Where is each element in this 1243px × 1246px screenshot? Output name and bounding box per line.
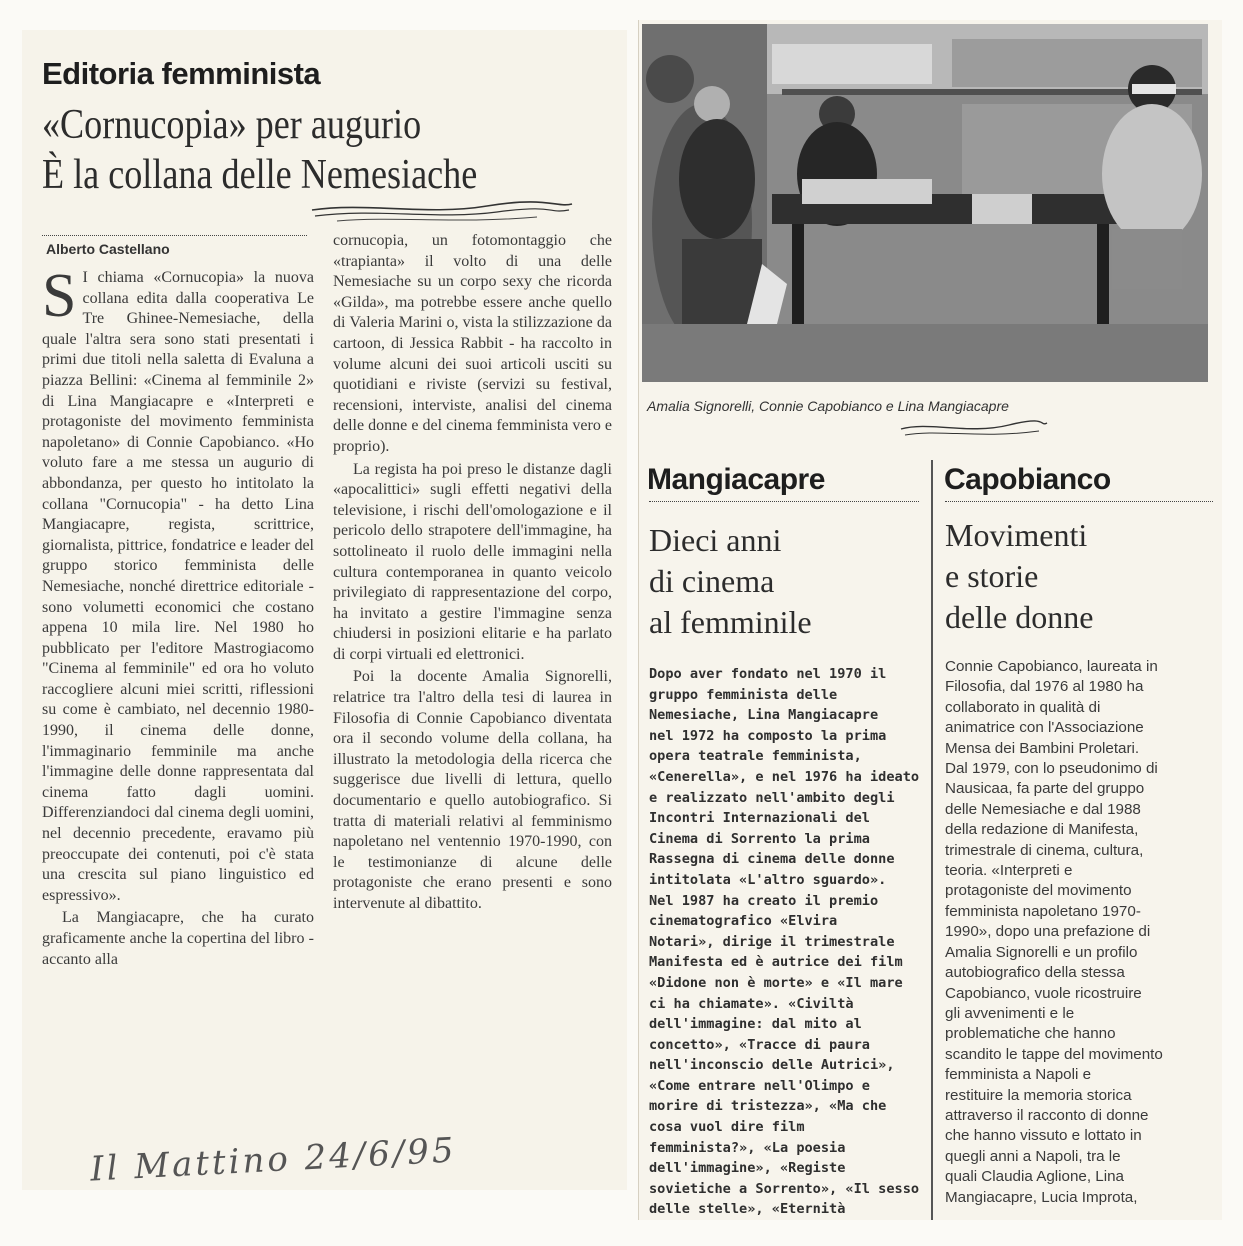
sidebar-title-line: al femminile (649, 604, 812, 640)
photo-caption: Amalia Signorelli, Connie Capobianco e Lina Mangiacapre (647, 398, 1009, 414)
sidebar-text-mangiacapre: Dopo aver fondato nel 1970 il gruppo femminista delle Nemesiache, Lina Mangiacapre nel 1972 ha composto la prima opera teatrale femminista, «Cenerella», e nel 1976 ha ideato e realizzato nell'ambito degli Incontri Internazionali del Cinema di Sorrento la prima Rassegna di cinema delle donne intitolata «L'altro sguardo». Nel 1987 ha creato il premio cinematografico «Elvira Notari», dirige il trimestrale Manifesta ed è autrice dei film «Didone non è morte» e «Il mare ci ha chiamate». «Civiltà dell'immagine: dal mito al concetto», «Tracce di paura nell'inconscio delle Autrici», «Come entrare nell'Olimpo e morire di tristezza», «Ma che cosa vuol dire film femminista?», «La poesia dell'immagine», «Registe sovietiche a Sorrento», «Il sesso delle stelle», «Eternità (649, 666, 920, 1218)
sidebar-title-line: Dieci anni (649, 522, 782, 558)
headline-underline-squiggle (307, 196, 577, 226)
column-divider (931, 460, 933, 1220)
article-paragraph: La Mangiacapre, che ha curato graficamente anche la copertina del libro - accanto alla (42, 909, 314, 968)
byline-rule (42, 235, 307, 236)
sidebar-title-line: Movimenti (945, 517, 1088, 553)
dropcap: S (42, 262, 77, 330)
sidebar-title-line: e storie (945, 558, 1039, 594)
sidebar-rule (649, 501, 919, 502)
article-headline-line1: «Cornucopia» per augurio (42, 102, 422, 148)
sidebar-kicker-capobianco: Capobianco (944, 463, 1111, 496)
handwritten-note: Il Mattino 24/6/95 (89, 1130, 458, 1190)
byline: Alberto Castellano (46, 241, 170, 257)
article-paragraph: La regista ha poi preso le distanze dagli «apocalittici» sugli effetti negativi della televisione, i rischi dell'omologazione e il pericolo dello strapotere dell'immagine, ha sottolineato il ruolo delle immagini nella cultura contemporanea in quanto veicolo privilegiato di rappresentazione del corpo, ha invitato a gestire l'immagine senza chiudersi in posizioni elitarie e ha parlato di corpi virtuali ed elettronici. (333, 460, 612, 663)
article-column-2 (333, 231, 612, 915)
article-paragraph: Poi la docente Amalia Signorelli, relatrice tra l'altro della tesi di laurea in Filosofia di Connie Capobianco diventata ora il secondo volume della collana, ha illustrato la metodologia della ricerca che suggerisce due livelli di lettura, quello documentario e quello autobiografico. Si tratta di materiali relativi al femminismo napoletano nel ventennio 1970-1990, con le testimonianze di alcune delle protagoniste che erano presenti e sono intervenute al dibattito. (333, 668, 612, 912)
article-kicker: Editoria femminista (42, 56, 321, 91)
photo-illustration (642, 24, 1208, 382)
sidebar-rule (945, 501, 1213, 502)
sidebar-text-capobianco: Connie Capobianco, laureata in Filosofia, dal 1976 al 1980 ha collaborato in qualità di animatrice con l'Associazione Mensa dei Bambini Proletari. Dal 1979, con lo pseudonimo di Nausicaa, fa parte del gruppo delle Nemesiache e dal 1988 della redazione di Manifesta, trimestrale di cinema, cultura, teoria. «Interpreti e protagoniste del movimento femminista napoletano 1970- 1990», dopo una prefazione di Amalia Signorelli e un profilo autobiografico della stessa Capobianco, vuole ricostruire gli avvenimenti e le problematiche che hanno scandito le tappe del movimento femminista a Napoli e restituire la memoria storica attraverso il racconto di donne che hanno vissuto e lottato in quegli anni a Napoli, tra le quali Claudia Aglione, Lina Mangiacapre, Lucia Improta, (945, 658, 1163, 1206)
sidebar-clipping (638, 20, 1222, 1220)
caption-underline-squiggle (899, 415, 1049, 443)
sidebar-title-line: delle donne (945, 599, 1094, 635)
sidebar-kicker-mangiacapre: Mangiacapre (647, 463, 825, 496)
photo (642, 24, 1208, 382)
article-paragraph: S I chiama «Cornucopia» la nuova collana edita dalla cooperativa Le Tre Ghinee-Nemesiache, della quale l'altra sera sono stati presentati i primi due titoli nella saletta di Evaluna a piazza Bellini: «Cinema al femminile 2» di Lina Mangiacapre e «Interpreti e protagoniste del movimento femminista napoletano» di Connie Capobianco. «Ho voluto fare a me stessa un augurio di abbondanza, per questo ho intitolato la collana "Cornucopia" - ha detto Lina Mangiacapre, regista, scrittrice, giornalista, pittrice, fondatrice e leader del gruppo storico femminista delle Nemesiache, nonché direttrice editoriale - sono volumetti economici che costano appena 10 mila lire. Nel 1980 ho pubblicato per l'editore Mastrogiacomo "Cinema al femminile" ed ora ho voluto raccogliere alcuni miei scritti, riflessioni su come è cambiato, nel decennio 1980-1990, il cinema delle donne, l'immaginario femminile ma anche l'immagine delle donne rappresentata dal cinema fatto dagli uomini. Differenziandoci dal cinema degli uomini, nel decennio precedente, eravamo più preoccupate dei contenuti, poi c'è stata una crescita sul piano linguistico ed espressivo». (42, 262, 314, 904)
article-paragraph: cornucopia, un fotomontaggio che «trapianta» il volto di una delle Nemesiache su un corpo sexy che ricorda «Gilda», ma potrebbe essere anche quello di Valeria Marini o, vista la stilizzazione da cartoon, di Jessica Rabbit - ha raccolto in volume alcuni dei suoi articoli usciti su quotidiani e riviste (servizi su festival, recensioni, interviste, analisi del cinema delle donne e del cinema femminista vero e proprio). (333, 232, 612, 455)
sidebar-title-line: di cinema (649, 563, 775, 599)
article-column-1 (42, 262, 314, 970)
article-headline-line2: È la collana delle Nemesiache (42, 152, 478, 198)
article-clipping (22, 30, 627, 1190)
